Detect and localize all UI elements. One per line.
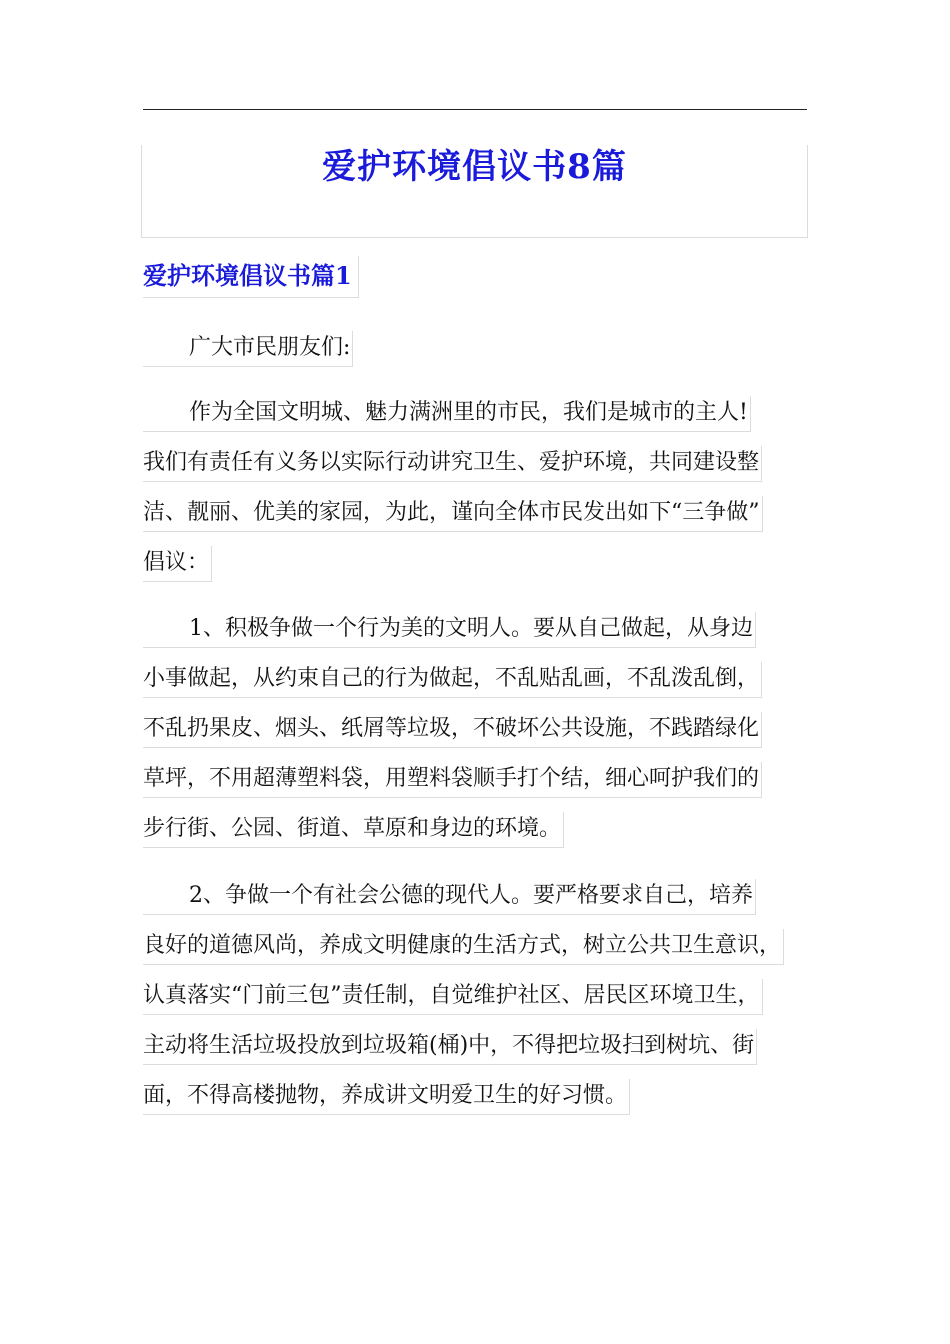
paragraph-line: 我们有责任有义务以实际行动讲究卫生、爱护环境，共同建设整 xyxy=(143,446,762,482)
paragraph-line: 步行街、公园、街道、草原和身边的环境。 xyxy=(143,812,564,848)
paragraph-line: 良好的道德风尚，养成文明健康的生活方式，树立公共卫生意识， xyxy=(143,929,784,965)
paragraph-line: 面，不得高楼抛物，养成讲文明爱卫生的好习惯。 xyxy=(143,1079,630,1115)
paragraph-line: 作为全国文明城、魅力满洲里的市民，我们是城市的主人! xyxy=(143,396,751,432)
paragraph-line: 主动将生活垃圾投放到垃圾箱(桶)中，不得把垃圾扫到树坑、街 xyxy=(143,1029,757,1065)
paragraph-line: 认真落实“门前三包”责任制，自觉维护社区、居民区环境卫生， xyxy=(143,979,763,1015)
paragraph-line: 1、积极争做一个行为美的文明人。要从自己做起，从身边 xyxy=(143,612,756,648)
salutation: 广大市民朋友们: xyxy=(143,331,353,367)
paragraph-line: 2、争做一个有社会公德的现代人。要严格要求自己，培养 xyxy=(143,879,756,915)
paragraph-line: 不乱扔果皮、烟头、纸屑等垃圾，不破坏公共设施，不践踏绿化 xyxy=(143,712,762,748)
document-title: 爱护环境倡议书8篇 xyxy=(322,147,627,187)
paragraph-line: 倡议： xyxy=(143,546,212,582)
paragraph-line: 洁、靓丽、优美的家园，为此，谨向全体市民发出如下“三争做” xyxy=(143,496,763,532)
paragraph-line: 草坪，不用超薄塑料袋，用塑料袋顺手打个结，细心呵护我们的 xyxy=(143,762,762,798)
section-heading: 爱护环境倡议书篇1 xyxy=(143,256,359,298)
title-box xyxy=(141,145,808,238)
paragraph-line: 小事做起，从约束自己的行为做起，不乱贴乱画，不乱泼乱倒， xyxy=(143,662,762,698)
header-rule xyxy=(143,109,807,110)
